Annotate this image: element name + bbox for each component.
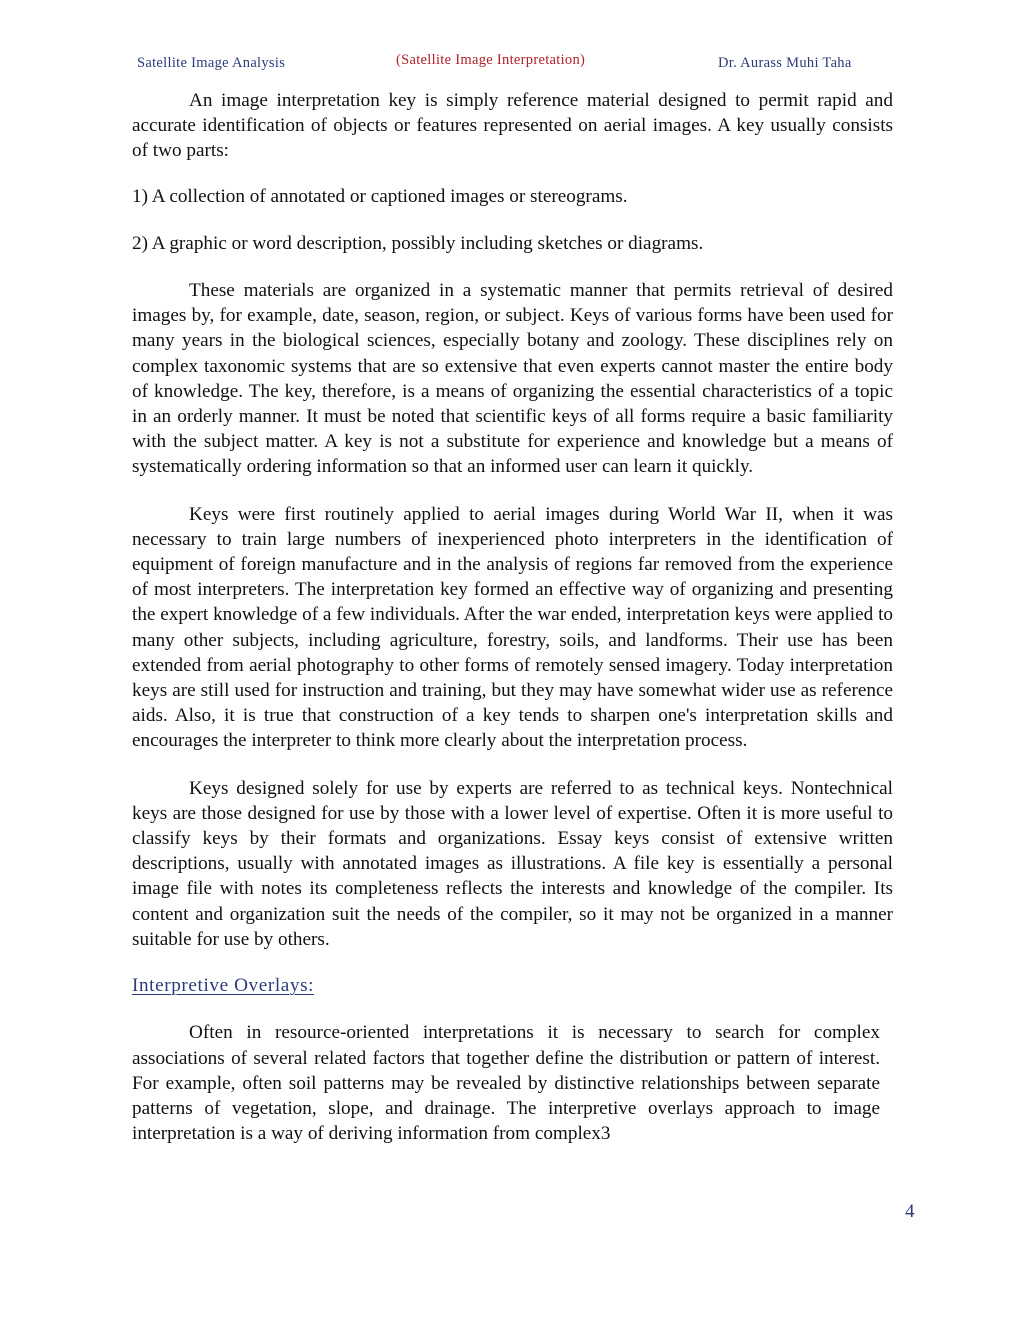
paragraph-history: Keys were first routinely applied to aerial images during World War II, when it was necessary to train large numbers of inexperienced photo interpreters in the identification of equipment of foreign manufacture and in the analysis of regions far removed from the experience of most interpreters. The interpretation key formed an effective way of organizing and presenting the expert knowledge of a few individuals. After the war ended, interpretation keys were applied to many other subjects, including agriculture, forestry, soils, and landforms. Their use has been extended from aerial photography to other forms of remotely sensed imagery. Today interpretation keys are still used for instruction and training, but they may have somewhat wider use as reference aids. Also, it is true that construction of a key tends to sharpen one's interpretation skills and encourages the interpreter to think more clearly about the interpretation process.	[132, 503, 893, 752]
list-item-2: 2) A graphic or word description, possibly including sketches or diagrams.	[132, 232, 704, 254]
section-heading-interpretive-overlays: Interpretive Overlays:	[132, 975, 315, 997]
paragraph-organization: These materials are organized in a systematic manner that permits retrieval of desired images by, for example, date, season, region, or subject. Keys of various forms have been used for many years in the biological sciences, especially botany and zoology. These disciplines rely on complex taxonomic systems that are so extensive that even experts cannot master the entire body of knowledge. The key, therefore, is a means of organizing the essential characteristics of a topic in an orderly manner. It must be noted that scientific keys of all forms require a basic familiarity with the subject matter. A key is not a substitute for experience and knowledge but a means of systematically ordering information so that an informed user can learn it quickly.	[132, 280, 893, 478]
header-left-title: Satellite Image Analysis	[137, 55, 286, 71]
list-item-1: 1) A collection of annotated or captioned images or stereograms.	[132, 185, 628, 207]
document-body	[132, 88, 893, 1146]
page-number: 4	[905, 1201, 915, 1222]
header-center-title: (Satellite Image Interpretation)	[396, 52, 586, 68]
paragraph-overlays: Often in resource-oriented interpretations it is necessary to search for complex associations of several related factors that together define the distribution or pattern of interest. For example, often soil patterns may be revealed by distinctive relationships between separate patterns of vegetation, slope, and drainage. The interpretive overlays approach to image interpretation is a way of deriving information from complex3	[132, 1022, 880, 1145]
paragraph-key-types: Keys designed solely for use by experts are referred to as technical keys. Nontechnical keys are those designed for use by those with a lower level of expertise. Often it is more useful to classify keys by their formats and organizations. Essay keys consist of extensive written descriptions, usually with annotated images as illustrations. A file key is essentially a personal image file with notes its completeness reflects the interests and knowledge of the compiler. Its content and organization suit the needs of the compiler, so it may not be organized in a manner suitable for use by others.	[132, 777, 893, 950]
intro-paragraph: An image interpretation key is simply reference material designed to permit rapid and accurate identification of objects or features represented on aerial images. A key usually consists of two parts:	[132, 90, 893, 162]
header-author: Dr. Aurass Muhi Taha	[718, 55, 852, 71]
page-header	[0, 52, 1024, 79]
